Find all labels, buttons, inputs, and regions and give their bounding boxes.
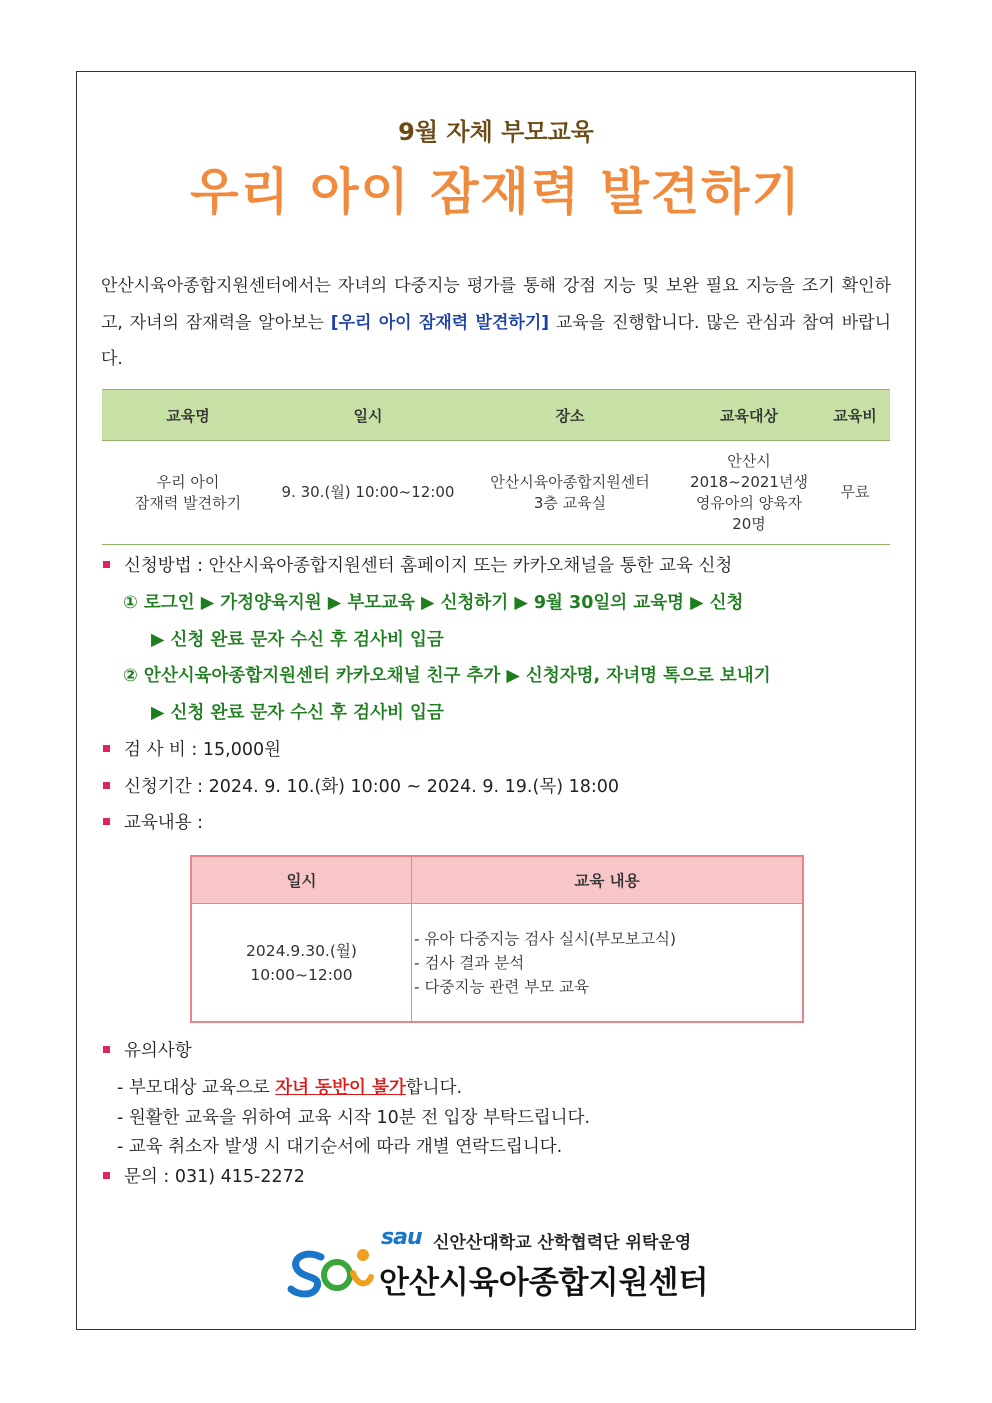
logo-center-name: 안산시육아종합지원센터: [379, 1265, 709, 1301]
cell-line: 잠재력 발견하기: [134, 493, 242, 512]
apply-method: [103, 552, 732, 577]
apply-step-2: ② 안산시육아종합지원센터 카카오채널 친구 추가 ▶ 신청자명, 자녀명 톡으로 보내기: [123, 666, 771, 686]
note-3: - 교육 취소자 발생 시 대기순서에 따라 개별 연락드립니다.: [117, 1137, 563, 1157]
notes-label: [103, 1037, 192, 1062]
list-item: - 검사 결과 분석: [414, 953, 525, 972]
intro-paragraph: [101, 268, 891, 378]
bullet-icon: [103, 818, 110, 825]
cell-line: 우리 아이: [156, 472, 220, 491]
center-logo: [287, 1223, 717, 1303]
bullet-icon: [103, 1172, 110, 1179]
apply-method-text: 신청방법 : 안산시육아종합지원센터 홈페이지 또는 카카오채널을 통한 교육 신청: [124, 556, 733, 576]
intro-text-end: 교육을 진행합니다. 많은 관심과 참여 바랍니다.: [101, 312, 891, 369]
cell-line: 안산시: [727, 451, 771, 470]
apply-step-1-cont: ▶ 신청 완료 문자 수신 후 검사비 입금: [151, 630, 444, 650]
content-label-text: 교육내용 :: [124, 813, 204, 833]
note-text: - 부모대상 교육으로: [117, 1078, 276, 1098]
intro-highlight: [우리 아이 잠재력 발견하기]: [330, 312, 550, 333]
header-cell: 교육비: [820, 390, 890, 441]
program-target: [678, 441, 820, 545]
contact: [103, 1163, 305, 1188]
header-cell: 일시: [191, 856, 412, 904]
notes-label-text: 유의사항: [124, 1041, 192, 1061]
bullet-icon: [103, 1046, 110, 1053]
subtitle: 9월 자체 부모교육: [398, 118, 594, 146]
list-item: - 유아 다중지능 검사 실시(부모보고식): [414, 929, 676, 948]
bullet-icon: [103, 561, 110, 568]
content-table-header: [191, 856, 803, 904]
content-date: [191, 904, 412, 1023]
program-table-row: [102, 441, 890, 545]
center-logo-icon: [287, 1243, 377, 1301]
note-warning: 자녀 동반이 불가: [275, 1078, 406, 1098]
cell-line: 2018~2021년생: [690, 472, 808, 491]
apply-step-2-cont: ▶ 신청 완료 문자 수신 후 검사비 입금: [151, 703, 444, 723]
intro-text: 안산시육아종합지원센터에서는 자녀의 다중지능 평가를 통해 강점 지능 및 보완 필요 지능을 조기 확인하고, 자녀의 잠재력을 알아보는: [101, 276, 891, 333]
test-fee: [103, 736, 281, 761]
page-title: 우리 아이 잠재력 발견하기: [190, 163, 802, 221]
program-place: [462, 441, 678, 545]
content-label: [103, 809, 203, 834]
program-datetime: 9. 30.(월) 10:00~12:00: [274, 441, 462, 545]
header-cell: 장소: [462, 390, 678, 441]
header-cell: 교육 내용: [412, 856, 804, 904]
test-fee-text: 검 사 비 : 15,000원: [124, 740, 281, 760]
content-items: [412, 904, 804, 1023]
apply-step-1: ① 로그인 ▶ 가정양육지원 ▶ 부모교육 ▶ 신청하기 ▶ 9월 30일의 교육명 ▶ 신청: [123, 593, 744, 613]
logo-operator: 신안산대학교 산학협력단 위탁운영: [433, 1233, 692, 1253]
header-cell: 교육대상: [678, 390, 820, 441]
content-table-row: [191, 904, 803, 1023]
program-table-header: [102, 390, 890, 441]
cell-line: 20명: [732, 514, 766, 533]
bullet-icon: [103, 745, 110, 752]
sau-logo-text: sau: [381, 1225, 422, 1250]
bullet-icon: [103, 782, 110, 789]
document-frame: [76, 71, 916, 1330]
program-fee: 무료: [820, 441, 890, 545]
apply-period: [103, 773, 619, 798]
cell-line: 안산시육아종합지원센터: [490, 472, 650, 491]
note-2: - 원활한 교육을 위하여 교육 시작 10분 전 입장 부탁드립니다.: [117, 1108, 591, 1128]
content-table: [190, 855, 804, 1023]
contact-text: 문의 : 031) 415-2272: [124, 1167, 305, 1187]
cell-line: 2024.9.30.(월): [246, 941, 357, 960]
apply-period-text: 신청기간 : 2024. 9. 10.(화) 10:00 ~ 2024. 9. 19.(목) 18:00: [124, 777, 620, 797]
cell-line: 10:00~12:00: [250, 965, 353, 984]
header-cell: 일시: [274, 390, 462, 441]
list-item: - 다중지능 관련 부모 교육: [414, 977, 590, 996]
header-cell: 교육명: [102, 390, 274, 441]
cell-line: 영유아의 양육자: [695, 493, 803, 512]
program-name: [102, 441, 274, 545]
note-1: [117, 1074, 462, 1099]
program-table: [102, 389, 890, 545]
note-text: 합니다.: [405, 1078, 463, 1098]
cell-line: 3층 교육실: [533, 493, 607, 512]
